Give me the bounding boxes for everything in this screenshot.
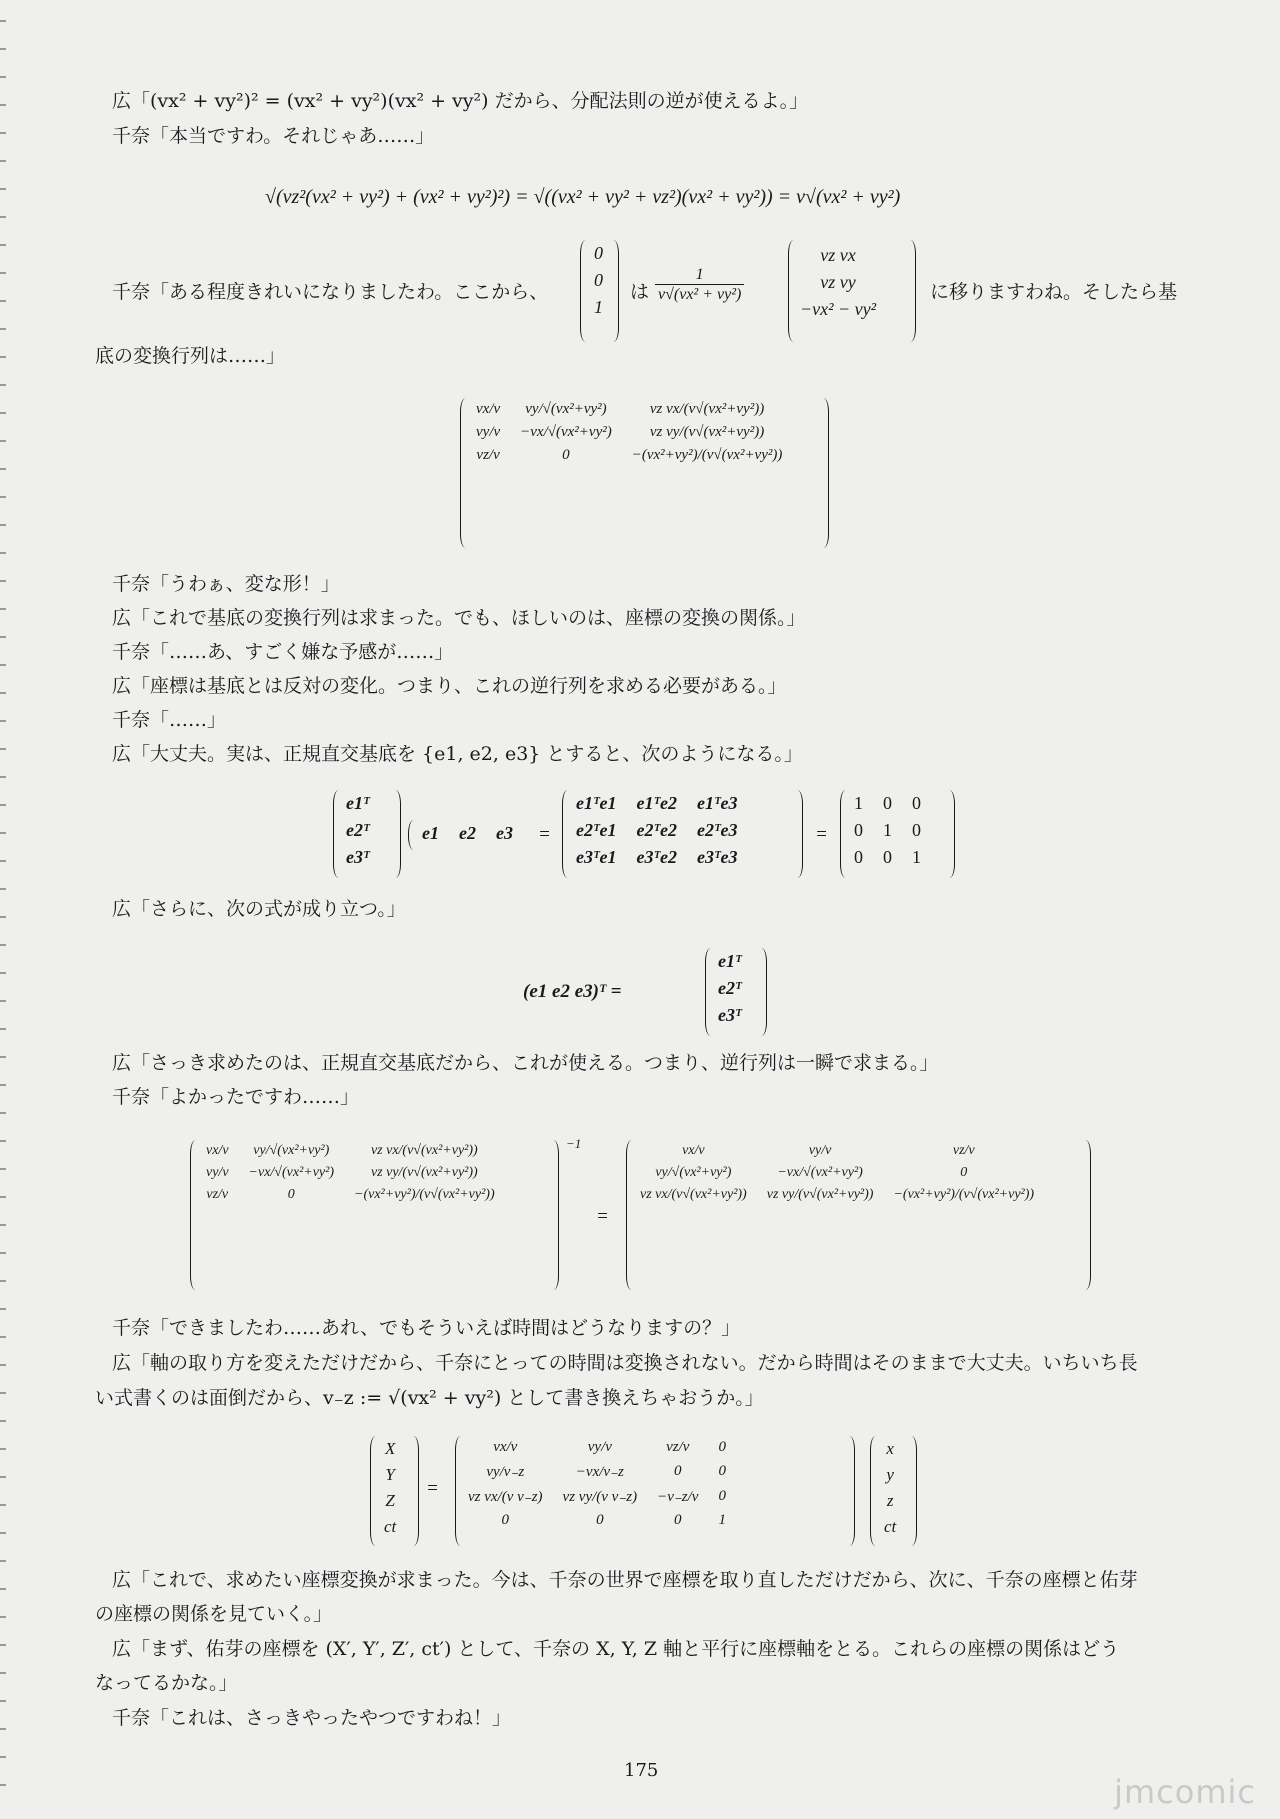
binding-tick: [0, 524, 6, 526]
inverse-exponent: −1: [566, 1136, 582, 1151]
binding-edge: [0, 0, 8, 1819]
binding-tick: [0, 1700, 6, 1702]
binding-tick: [0, 1504, 6, 1506]
matrix-entry: 1: [883, 820, 892, 840]
matrix-entry: vz/v: [666, 1439, 690, 1455]
dialogue-line: 千奈「……」: [112, 709, 227, 731]
binding-tick: [0, 1392, 6, 1394]
binding-tick: [0, 664, 6, 666]
matrix-entry: vy/v₋z: [486, 1464, 525, 1480]
binding-tick: [0, 300, 6, 302]
matrix-entry: 0: [854, 820, 863, 840]
matrix-entry: 0: [718, 1439, 726, 1455]
binding-tick: [0, 692, 6, 694]
binding-tick: [0, 1532, 6, 1534]
vector-entry: Z: [385, 1491, 395, 1510]
right-paren: [792, 790, 803, 878]
dialogue-line: 千奈「……あ、すごく嫌な予感が……」: [112, 641, 454, 663]
matrix-entry: 0: [674, 1463, 682, 1479]
binding-tick: [0, 384, 6, 386]
binding-tick: [0, 552, 6, 554]
matrix-entry: e3ᵀe2: [636, 847, 677, 867]
dialogue-line: 千奈「できましたわ……あれ、でもそういえば時間はどうなりますの？」: [112, 1317, 741, 1339]
matrix-entry: vx/v: [476, 401, 501, 417]
matrix-entry: 0: [562, 447, 570, 463]
vector-entry: Y: [385, 1465, 395, 1484]
transpose-column: [336, 790, 380, 871]
matrix-entry: e3: [496, 823, 513, 843]
matrix-entry: e1ᵀe1: [576, 793, 617, 813]
right-paren: [905, 240, 916, 342]
matrix-entry: vx/v: [206, 1143, 229, 1158]
watermark-logo: jmcomic: [1114, 1773, 1256, 1811]
matrix-entry: −(vx²+vy²)/(v√(vx²+vy²)): [631, 447, 783, 463]
dialogue-line: 広「座標は基底とは反対の変化。つまり、これの逆行列を求める必要がある。」: [112, 675, 787, 697]
binding-tick: [0, 328, 6, 330]
direction-vector: [790, 242, 886, 323]
matrix-entry: 0: [960, 1165, 968, 1180]
page-number: 175: [624, 1760, 659, 1781]
fraction-numerator: 1: [655, 266, 744, 285]
matrix-entry: e2ᵀe3: [696, 820, 738, 840]
binding-tick: [0, 1420, 6, 1422]
matrix-entry: e2ᵀ: [718, 978, 742, 998]
matrix-entry: vz vy/(v v₋z): [562, 1489, 638, 1505]
dialogue-line: は: [630, 281, 650, 303]
equals-sign: =: [426, 1478, 439, 1499]
right-paren: [390, 790, 401, 878]
binding-tick: [0, 832, 6, 834]
dialogue-line: 広「さらに、次の式が成り立つ。」: [112, 898, 406, 920]
binding-tick: [0, 104, 6, 106]
right-paren: [408, 1436, 419, 1546]
binding-tick: [0, 132, 6, 134]
fraction-coef: [655, 266, 744, 304]
binding-tick: [0, 1476, 6, 1478]
matrix-entry: −(vx²+vy²)/(v√(vx²+vy²)): [893, 1187, 1035, 1202]
dialogue-text: 「(vx² + vy²)² = (vx² + vy²)(vx² + vy²) だから、分配法則の逆が使えるよ。」: [131, 90, 809, 112]
matrix-entry: −(vx²+vy²)/(v√(vx²+vy²)): [354, 1187, 495, 1202]
vector-entry: vz vx: [820, 245, 856, 265]
dialogue-line: 広「まず、佑芽の座標を (X′, Y′, Z′, ct′) として、千奈の X, Y, Z 軸と平行に座標軸をとる。これらの座標の関係はどう: [112, 1638, 1120, 1660]
matrix-entry: −v₋z/v: [657, 1489, 699, 1505]
matrix-entry: e2ᵀe1: [576, 820, 617, 840]
dialogue-line: 千奈「これは、さっきやったやつですわね！」: [112, 1707, 512, 1729]
matrix-entry: e3ᵀe3: [696, 847, 738, 867]
matrix-entry: vy/√(vx²+vy²): [253, 1143, 330, 1158]
matrix-entry: vz vx/(v√(vx²+vy²)): [649, 401, 765, 417]
binding-tick: [0, 1560, 6, 1562]
matrix-entry: 0: [718, 1488, 726, 1504]
binding-tick: [0, 1196, 6, 1198]
coordinate-vector: [874, 1436, 906, 1540]
vector-entry: 1: [594, 297, 603, 317]
vector-entry: y: [886, 1465, 894, 1484]
transform-matrix: [458, 1436, 736, 1532]
matrix-entry: 1: [854, 793, 863, 813]
equation-sqrt: √(vz²(vx² + vy²) + (vx² + vy²)²) = √((vx² + vy² + vz²)(vx² + vy²)) = v√(vx² + vy²): [265, 186, 901, 208]
matrix-entry: −vx/v₋z: [575, 1464, 624, 1480]
dialogue-line: 千奈「よかったですわ……」: [112, 1086, 360, 1108]
matrix-entry: e1ᵀe3: [696, 793, 738, 813]
binding-tick: [0, 608, 6, 610]
basis-row: [412, 820, 523, 847]
binding-tick: [0, 972, 6, 974]
matrix-entry: e3ᵀ: [718, 1005, 742, 1025]
matrix-entry: e1ᵀe2: [636, 793, 677, 813]
binding-tick: [0, 1056, 6, 1058]
dialogue-line: 広「これで基底の変換行列は求まった。でも、ほしいのは、座標の変換の関係。」: [112, 607, 806, 629]
matrix-entry: 0: [912, 793, 921, 813]
binding-tick: [0, 1644, 6, 1646]
vector-entry: X: [384, 1439, 396, 1458]
dialogue-line: [112, 88, 808, 114]
matrix-entry: vy/√(vx²+vy²): [655, 1165, 732, 1180]
matrix-entry: −vx/√(vx²+vy²): [777, 1165, 863, 1180]
matrix-entry: e1: [422, 823, 439, 843]
gram-matrix: [566, 790, 747, 871]
binding-tick: [0, 1728, 6, 1730]
coordinate-vector: [374, 1436, 406, 1540]
matrix-entry: vz vx/(v√(vx²+vy²)): [370, 1143, 478, 1158]
transpose-column: [708, 948, 752, 1029]
vector-entry: −vx² − vy²: [800, 299, 877, 319]
matrix-entry: vz/v: [206, 1187, 229, 1202]
binding-tick: [0, 1308, 6, 1310]
binding-tick: [0, 20, 6, 22]
dialogue-line: 広「さっき求めたのは、正規直交基底だから、これが使える。つまり、逆行列は一瞬で求まる。」: [112, 1052, 939, 1074]
right-paren: [944, 790, 955, 878]
binding-tick: [0, 188, 6, 190]
vector-entry: z: [886, 1491, 894, 1510]
binding-tick: [0, 804, 6, 806]
matrix-entry: e1ᵀ: [346, 793, 370, 813]
binding-tick: [0, 1280, 6, 1282]
right-paren: [844, 1436, 855, 1546]
equals-sign: =: [538, 824, 551, 845]
identity-matrix: [844, 790, 931, 871]
binding-tick: [0, 1588, 6, 1590]
matrix-entry: e2ᵀ: [346, 820, 370, 840]
matrix-entry: vz vy/(v√(vx²+vy²)): [370, 1165, 478, 1180]
binding-tick: [0, 1140, 6, 1142]
binding-tick: [0, 1784, 6, 1786]
dialogue-line: 広「大丈夫。実は、正規直交基底を {e1, e2, e3} とすると、次のようになる。」: [112, 743, 803, 765]
dialogue-line: 千奈「ある程度きれいになりましたわ。ここから、: [112, 281, 549, 303]
matrix-entry: 0: [883, 793, 892, 813]
dialogue-line: に移りますわね。そしたら基: [930, 281, 1178, 303]
matrix-entry: 0: [287, 1187, 295, 1202]
matrix-entry: vz/v: [952, 1143, 975, 1158]
binding-tick: [0, 1000, 6, 1002]
binding-tick: [0, 160, 6, 162]
binding-tick: [0, 272, 6, 274]
inverse-matrix: [630, 1140, 1044, 1206]
vector-entry: 0: [594, 270, 603, 290]
binding-tick: [0, 468, 6, 470]
binding-tick: [0, 1756, 6, 1758]
matrix-entry: vy/v: [587, 1439, 612, 1455]
matrix-entry: e3ᵀe1: [576, 847, 617, 867]
matrix-entry: 0: [912, 820, 921, 840]
vector-entry: x: [886, 1439, 894, 1458]
matrix-entry: vx/v: [493, 1439, 518, 1455]
binding-tick: [0, 888, 6, 890]
binding-tick: [0, 412, 6, 414]
binding-tick: [0, 440, 6, 442]
matrix-entry: vz vx/(v v₋z): [468, 1489, 543, 1505]
binding-tick: [0, 1336, 6, 1338]
right-paren: [548, 1140, 559, 1290]
dialogue-line: の座標の関係を見ていく。」: [95, 1603, 333, 1625]
binding-tick: [0, 496, 6, 498]
basis-matrix: [466, 398, 792, 467]
matrix-entry: e2ᵀe2: [636, 820, 677, 840]
dialogue-line: い式書くのは面倒だから、v₋z := √(vx² + vy²) として書き換えちゃおうか。」: [95, 1387, 764, 1409]
binding-tick: [0, 944, 6, 946]
binding-tick: [0, 776, 6, 778]
vector-entry: ct: [384, 1517, 397, 1536]
matrix-entry: vz vy/(v√(vx²+vy²)): [766, 1187, 874, 1202]
matrix-entry: vx/v: [682, 1143, 705, 1158]
matrix-entry: 0: [883, 847, 892, 867]
dialogue-line: 広「軸の取り方を変えただけだから、千奈にとっての時間は変換されない。だから時間はそのままで大丈夫。いちいち長: [112, 1352, 1138, 1374]
matrix-entry: −vx/√(vx²+vy²): [248, 1165, 335, 1180]
matrix-entry: vy/v: [206, 1165, 229, 1180]
binding-tick: [0, 748, 6, 750]
matrix-entry: e1ᵀ: [718, 951, 742, 971]
matrix-entry: e3ᵀ: [346, 847, 370, 867]
right-paren: [608, 240, 619, 342]
binding-tick: [0, 244, 6, 246]
matrix-entry: vz vy/(v√(vx²+vy²)): [649, 424, 765, 440]
fraction-denominator: v√(vx² + vy²): [658, 286, 742, 303]
dialogue-line: 千奈「本当ですわ。それじゃあ……」: [112, 125, 435, 147]
binding-tick: [0, 636, 6, 638]
dialogue-line: なってるかな。」: [95, 1672, 238, 1694]
matrix-entry: vz vx/(v√(vx²+vy²)): [640, 1187, 747, 1202]
transpose-equation: (e1 e2 e3)ᵀ =: [523, 981, 622, 1002]
binding-tick: [0, 1252, 6, 1254]
binding-tick: [0, 1028, 6, 1030]
vector-entry: ct: [884, 1517, 897, 1536]
matrix-entry: 0: [501, 1512, 510, 1528]
matrix-entry: 0: [854, 847, 863, 867]
matrix-entry: 1: [718, 1512, 726, 1528]
binding-tick: [0, 1672, 6, 1674]
right-paren: [756, 948, 767, 1036]
binding-tick: [0, 356, 6, 358]
matrix-entry: 0: [596, 1512, 604, 1528]
binding-tick: [0, 216, 6, 218]
matrix-entry: vy/v: [476, 424, 501, 440]
matrix-entry: e2: [459, 823, 476, 843]
binding-tick: [0, 1364, 6, 1366]
dialogue-line: 広「これで、求めたい座標変換が求まった。今は、千奈の世界で座標を取り直しただけだから、次に、千奈の座標と佑芽: [112, 1569, 1138, 1591]
dialogue-line: 千奈「うわぁ、変な形！」: [112, 573, 340, 595]
matrix-entry: vy/√(vx²+vy²): [525, 401, 607, 417]
binding-tick: [0, 1168, 6, 1170]
basis-matrix: [196, 1140, 505, 1206]
binding-tick: [0, 720, 6, 722]
speaker-label: 広: [112, 90, 132, 112]
binding-tick: [0, 1224, 6, 1226]
right-paren: [1080, 1140, 1091, 1290]
binding-tick: [0, 1448, 6, 1450]
matrix-entry: vy/v: [808, 1143, 832, 1158]
vector-entry: vz vy: [820, 272, 856, 292]
matrix-entry: 0: [674, 1512, 682, 1528]
binding-tick: [0, 1112, 6, 1114]
equals-sign: =: [596, 1206, 609, 1227]
binding-tick: [0, 580, 6, 582]
binding-tick: [0, 1084, 6, 1086]
binding-tick: [0, 76, 6, 78]
matrix-entry: vz/v: [476, 447, 500, 463]
matrix-entry: 1: [912, 847, 921, 867]
binding-tick: [0, 860, 6, 862]
matrix-entry: −vx/√(vx²+vy²): [520, 424, 612, 440]
binding-tick: [0, 1616, 6, 1618]
right-paren: [818, 398, 829, 548]
equals-sign: =: [815, 824, 828, 845]
dialogue-line: 底の変換行列は……」: [95, 345, 286, 367]
vector-entry: 0: [594, 243, 603, 263]
binding-tick: [0, 48, 6, 50]
binding-tick: [0, 916, 6, 918]
right-paren: [906, 1436, 917, 1546]
matrix-entry: 0: [718, 1463, 726, 1479]
